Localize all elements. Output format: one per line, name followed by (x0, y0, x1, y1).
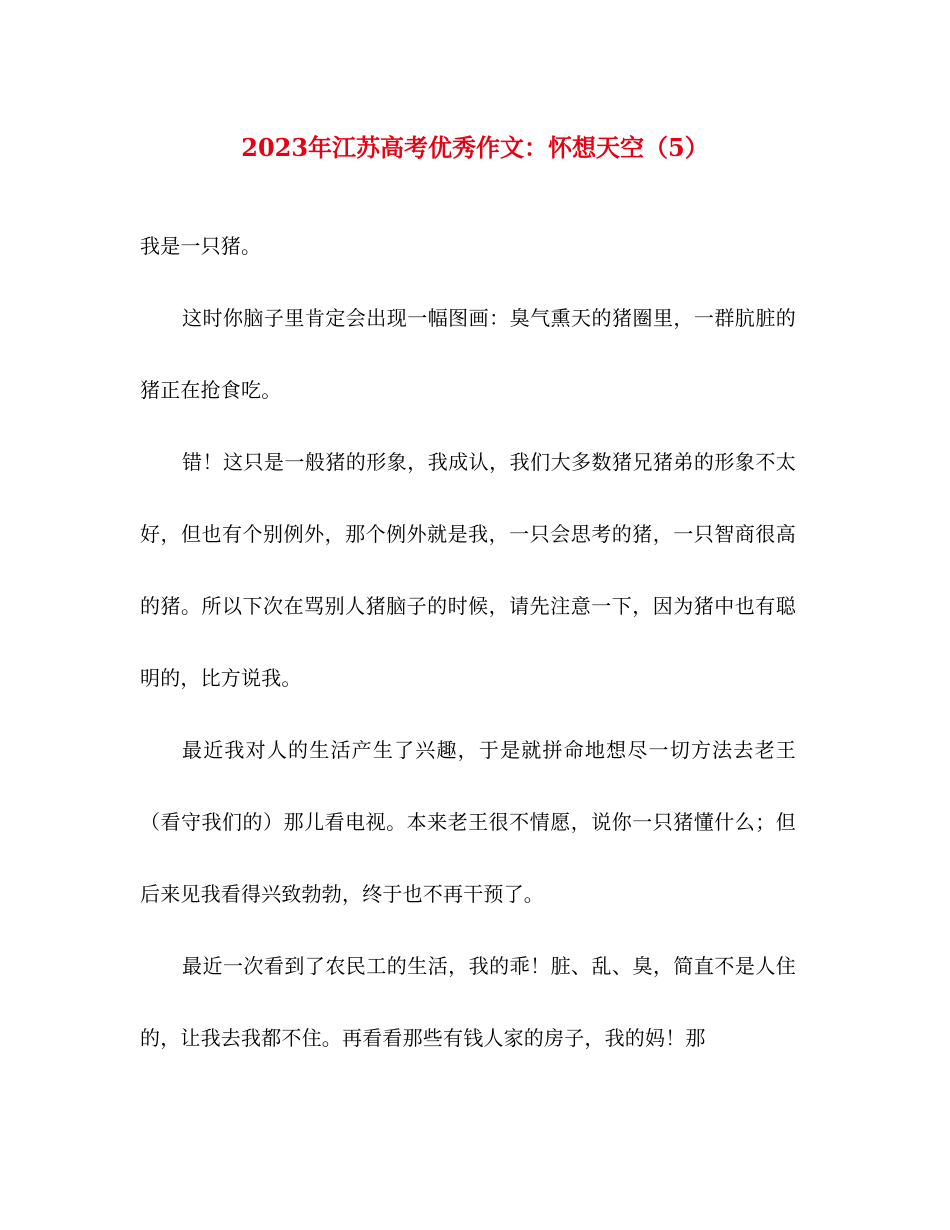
paragraph-3: 错！这只是一般猪的形象，我成认，我们大多数猪兄猪弟的形象不太好，但也有个别例外，那个例外就是我，一只会思考的猪，一只智商很高的猪。所以下次在骂别人猪脑子的时候，请先注意一下，因为猪中也有聪明的，比方说我。 (140, 450, 796, 690)
paragraph-5: 最近一次看到了农民工的生活，我的乖！脏、乱、臭，简直不是人住的，让我去我都不住。再看看那些有钱人家的房子，我的妈！那 (140, 954, 796, 1050)
paragraph-4: 最近我对人的生活产生了兴趣，于是就拼命地想尽一切方法去老王（看守我们的）那儿看电视。本来老王很不情愿，说你一只猪懂什么；但后来见我看得兴致勃勃，终于也不再干预了。 (140, 738, 796, 906)
paragraph-1: 我是一只猪。 (140, 234, 262, 258)
document-body (140, 210, 796, 1074)
document-title: 2023年江苏高考优秀作文：怀想天空（5） (241, 133, 709, 162)
paragraph-2: 这时你脑子里肯定会出现一幅图画：臭气熏天的猪圈里，一群肮脏的猪正在抢食吃。 (140, 306, 796, 402)
